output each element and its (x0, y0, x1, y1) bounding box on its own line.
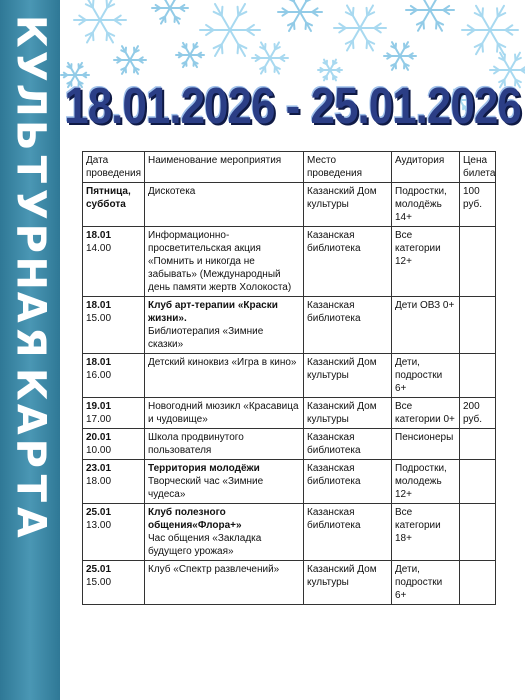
date-cell (83, 429, 145, 460)
event-description: Новогодний мюзикл «Красавица и чудовище» (148, 401, 299, 425)
event-description: Час общения «Закладка будущего урожая» (148, 533, 262, 557)
event-place: Казанский Дом культуры (304, 561, 392, 605)
event-audience: Дети, подростки 6+ (392, 561, 460, 605)
event-club-title: Территория молодёжи (148, 463, 260, 474)
table-row (83, 504, 496, 561)
event-audience: Дети, подростки 6+ (392, 354, 460, 398)
event-place: Казанская библиотека (304, 429, 392, 460)
event-date: 23.01 (86, 463, 112, 474)
event-audience: Дети ОВЗ 0+ (392, 297, 460, 354)
event-description: Творческий час «Зимние чудеса» (148, 476, 264, 500)
event-price: 200 руб. (460, 398, 496, 429)
snowflake (74, 0, 126, 43)
snowflake (462, 6, 518, 54)
event-price (460, 354, 496, 398)
event-price (460, 297, 496, 354)
date-cell (83, 561, 145, 605)
sidebar-letter: А (7, 403, 54, 435)
event-price (460, 429, 496, 460)
date-cell (83, 354, 145, 398)
event-place: Казанская библиотека (304, 297, 392, 354)
sidebar-letter: Л (7, 83, 54, 117)
snowflake (334, 5, 386, 50)
event-club-title: Клуб полезного общения«Флора+» (148, 507, 242, 531)
event-date: 25.01 (86, 507, 112, 518)
table-header-row (83, 152, 496, 183)
event-name-cell (145, 297, 304, 354)
sidebar-letter: К (7, 14, 54, 48)
table-row (83, 354, 496, 398)
event-price: 100 руб. (460, 183, 496, 227)
event-description: Клуб «Спектр развлечений» (148, 564, 280, 575)
header-audience: Аудитория (392, 152, 460, 183)
sidebar-banner (0, 0, 60, 700)
sidebar-letter: Я (7, 326, 54, 358)
event-price (460, 227, 496, 297)
sidebar-letter: А (7, 506, 54, 538)
event-date: 18.01 (86, 230, 112, 241)
table-row (83, 561, 496, 605)
header-place: Место проведения (304, 152, 392, 183)
event-audience: Все категории 12+ (392, 227, 460, 297)
event-price (460, 460, 496, 504)
event-time: 15.00 (86, 577, 112, 588)
event-price (460, 561, 496, 605)
event-place: Казанский Дом культуры (304, 398, 392, 429)
event-place: Казанская библиотека (304, 227, 392, 297)
event-name-cell (145, 561, 304, 605)
event-time: 16.00 (86, 370, 112, 381)
vertical-title (0, 14, 60, 540)
sidebar-letter: У (7, 188, 54, 220)
date-cell (83, 227, 145, 297)
event-audience: Все категории 18+ (392, 504, 460, 561)
table-row (83, 183, 496, 227)
date-cell (83, 460, 145, 504)
events-table (82, 151, 496, 605)
event-club-title: Клуб арт-терапии «Краски жизни». (148, 300, 278, 324)
event-name-cell (145, 504, 304, 561)
event-name-cell (145, 460, 304, 504)
event-time: 14.00 (86, 243, 112, 254)
sidebar-letter: У (7, 50, 54, 82)
table-row (83, 297, 496, 354)
event-name-cell (145, 398, 304, 429)
event-audience: Пенсионеры (392, 429, 460, 460)
snowflake (114, 46, 146, 74)
event-description: Школа продвинутого пользователя (148, 432, 244, 456)
snowflake (252, 42, 288, 73)
header-date: Дата проведения (83, 152, 145, 183)
header-name: Наименование мероприятия (145, 152, 304, 183)
event-price (460, 504, 496, 561)
event-date: 25.01 (86, 564, 112, 575)
event-description: Дискотека (148, 186, 196, 197)
table-row (83, 227, 496, 297)
date-range-title: 18.01.2026 - 25.01.2026 (64, 78, 521, 135)
events-table-body (83, 183, 496, 605)
event-time: 18.00 (86, 476, 112, 487)
table-row (83, 460, 496, 504)
sidebar-letter: А (7, 291, 54, 323)
snowflake (406, 0, 454, 31)
sidebar-letter: Т (7, 474, 54, 502)
date-cell (83, 297, 145, 354)
event-place: Казанский Дом культуры (304, 354, 392, 398)
event-date: Пятница, суббота (86, 186, 131, 210)
event-time: 10.00 (86, 445, 112, 456)
date-cell (83, 398, 145, 429)
event-audience: Подростки, молодёжь 14+ (392, 183, 460, 227)
sidebar-letter: Н (7, 256, 54, 290)
event-name-cell (145, 354, 304, 398)
event-date: 19.01 (86, 401, 112, 412)
event-description: Библиотерапия «Зимние сказки» (148, 326, 264, 350)
event-place: Казанский Дом культуры (304, 183, 392, 227)
event-name-cell (145, 183, 304, 227)
sidebar-letter: Р (7, 438, 54, 468)
event-time: 17.00 (86, 414, 112, 425)
sidebar-letter: К (7, 367, 54, 401)
snowflake (176, 43, 204, 67)
snowflake (278, 0, 322, 31)
event-date: 20.01 (86, 432, 112, 443)
event-time: 15.00 (86, 313, 112, 324)
date-cell (83, 504, 145, 561)
event-audience: Подростки, молодежь 12+ (392, 460, 460, 504)
sidebar-letter: Т (7, 155, 54, 183)
event-name-cell (145, 429, 304, 460)
event-audience: Все категории 0+ (392, 398, 460, 429)
header-price: Цена билета (460, 152, 496, 183)
event-place: Казанская библиотека (304, 460, 392, 504)
table-row (83, 429, 496, 460)
table-row (83, 398, 496, 429)
sidebar-letter: Ь (7, 119, 54, 150)
event-description: Детский киноквиз «Игра в кино» (148, 357, 297, 368)
snowflake (152, 0, 188, 24)
date-cell (83, 183, 145, 227)
event-description: Информационно-просветительская акция «Помнить и никогда не забывать» (Международный день памяти жертв Холокоста) (148, 230, 292, 293)
event-date: 18.01 (86, 300, 112, 311)
event-name-cell (145, 227, 304, 297)
event-date: 18.01 (86, 357, 112, 368)
sidebar-letter: Р (7, 223, 54, 253)
snowflake (384, 42, 416, 70)
event-place: Казанская библиотека (304, 504, 392, 561)
snowflake (200, 4, 260, 56)
event-time: 13.00 (86, 520, 112, 531)
